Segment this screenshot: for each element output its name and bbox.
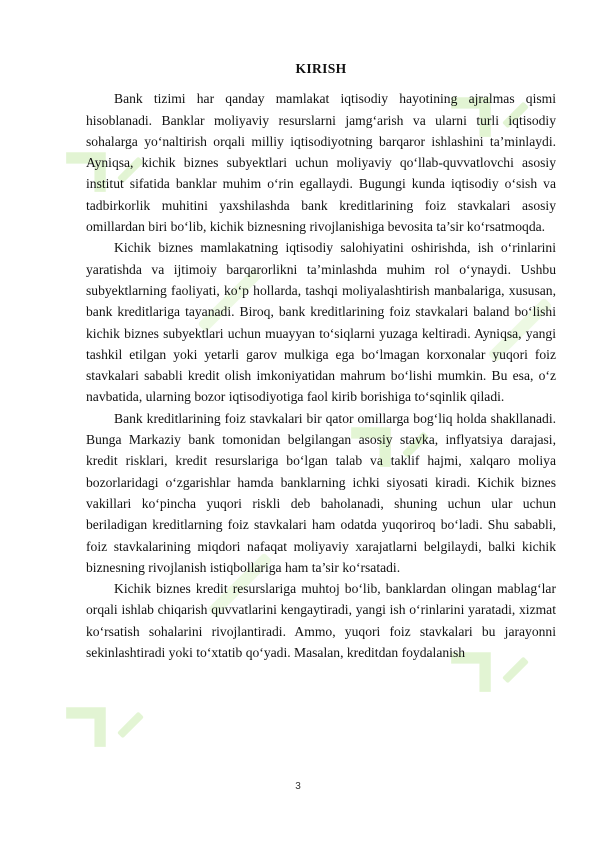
watermark-logo-3	[61, 673, 144, 756]
paragraph-2: Kichik biznes mamlakatning iqtisodiy salohiyatini oshirishda, ish o‘rinlarini yaratishda va ijtimoiy barqarorlikni ta’minlashda muhim rol o‘ynaydi. Ushbu subyektlarning faoliyati, ko‘p hollarda, tashqi moliyalashtirish manbalariga, xususan, bank kreditlariga tayanadi. Biroq, bank kreditlarining foiz stavkalari baland bo‘lishi kichik biznes subyektlari uchun muayyan to‘siqlarni yuzaga keltiradi. Ayniqsa, yangi tashkil etilgan yoki yetarli garov mulkiga ega bo‘lmagan korxonalar yuqori foiz stavkalari sababli kredit olish imkoniyatidan mahrum bo‘lishi mumkin. Bu esa, o‘z navbatida, ularning bozor iqtisodiyotiga faol kirib borishiga to‘sqinlik qiladi.	[86, 240, 556, 405]
paragraph-1: Bank tizimi har qanday mamlakat iqtisodiy hayotining ajralmas qismi hisoblanadi. Banklar moliyaviy resurslarni jamg‘arish va ularni turli iqtisodiy sohalarga yo‘naltirish orqali milliy iqtisodiyotning barqaror ishlashini ta’minlaydi. Ayniqsa, kichik biznes subyektlari uchun moliyaviy qo‘llab-quvvatlovchi asosiy institut sifatida banklar muhim o‘rin egallaydi. Bugungi kunda iqtisodiy o‘sish va tadbirkorlik muhitini yaxshilashda bank kreditlarining foiz stavkalari asosiy omillardan biri bo‘lib, kichik biznesning rivojlanishiga bevosita ta’sir ko‘rsatmoqda.	[86, 91, 556, 235]
document-body	[86, 58, 556, 663]
paragraph-3: Bank kreditlarining foiz stavkalari bir qator omillarga bog‘liq holda shakllanadi. Bunga Markaziy bank tomonidan belgilangan asosiy stavka, inflyatsiya darajasi, kredit risklari, kredit resurslariga bo‘lgan talab va taklif hajmi, xalqaro moliya bozorlaridagi o‘zgarishlar hamda banklarning ichki siyosati kiradi. Kichik biznes vakillari ko‘pincha yuqori riskli deb baholanadi, shuning uchun ular uchun beriladigan kreditlarning foiz stavkalari ham odatda yuqoriroq bo‘ladi. Shu sababli, foiz stavkalarining miqdori nafaqat moliyaviy xarajatlarni belgilaydi, balki kichik biznesning rivojlanish istiqbollariga ham ta’sir ko‘rsatadi.	[86, 410, 556, 575]
section-title: KIRISH	[295, 61, 347, 76]
paragraph-4: Kichik biznes kredit resurslariga muhtoj bo‘lib, banklardan olingan mablag‘lar orqali ishlab chiqarish quvvatlarini kengaytiradi, yangi ish o‘rinlarini yaratadi, xizmat ko‘rsatish sohalarini rivojlantiradi. Ammo, yuqori foiz stavkalari bu jarayonni sekinlashtiradi yoki to‘xtatib qo‘yadi. Masalan, kreditdan foydalanish	[86, 581, 556, 661]
page-number: 3	[295, 781, 301, 792]
